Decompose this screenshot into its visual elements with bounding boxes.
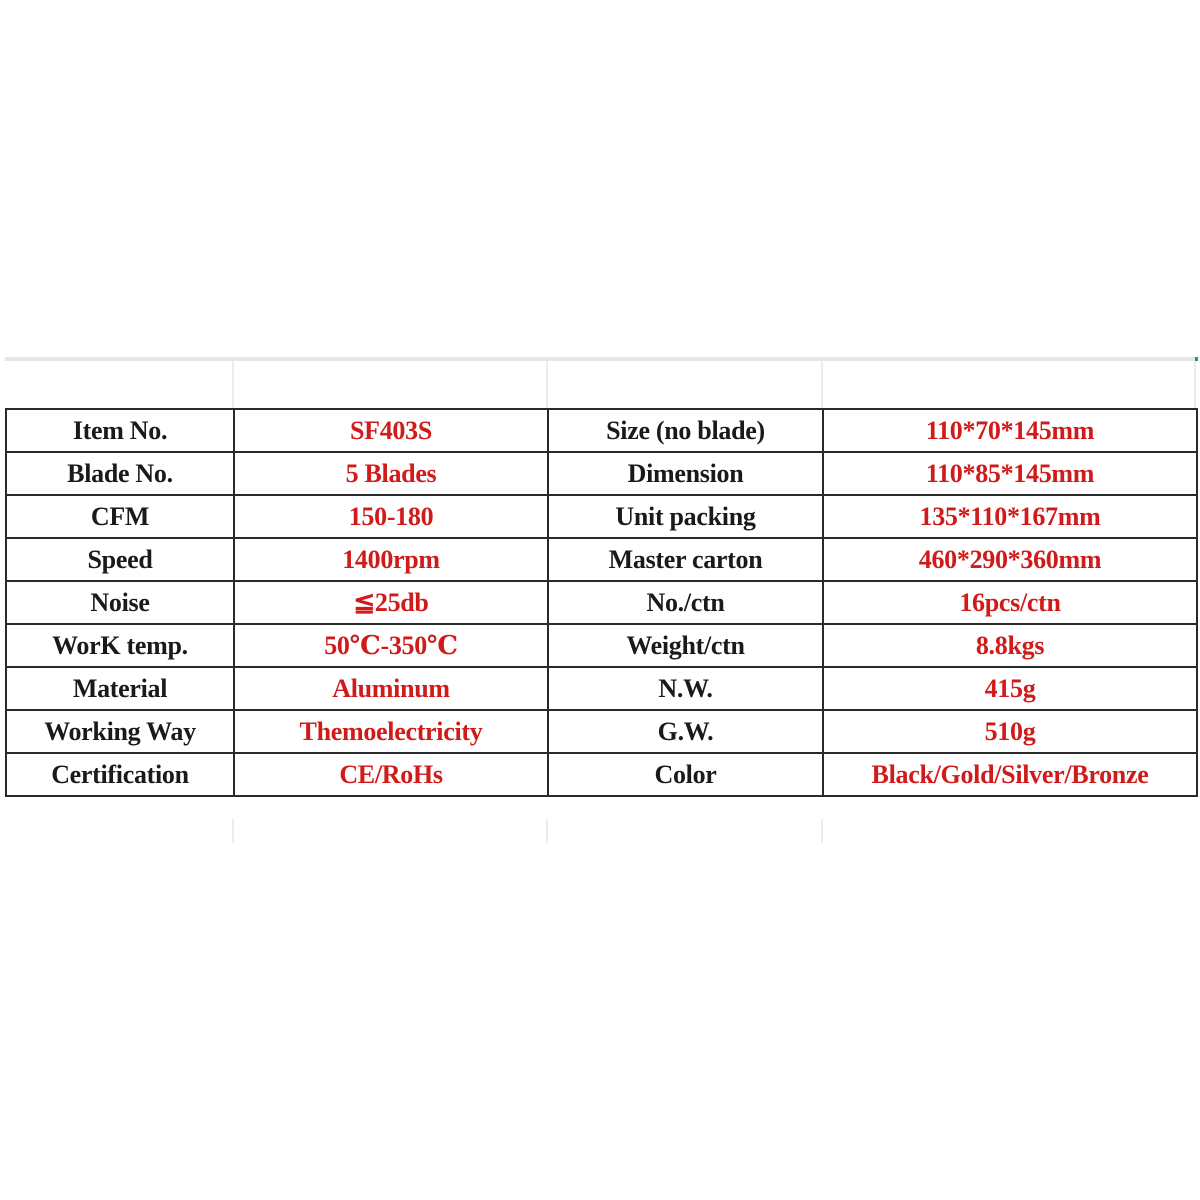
spec-value-cell: 5 Blades	[234, 452, 548, 495]
spec-label-cell: No./ctn	[548, 581, 823, 624]
spec-row	[6, 753, 1197, 796]
spec-row	[6, 452, 1197, 495]
sheet-trailing-gridlines	[5, 819, 1195, 843]
column-gridline	[232, 819, 234, 843]
spec-value-cell: Black/Gold/Silver/Bronze	[823, 753, 1197, 796]
column-gridline	[232, 361, 234, 408]
spec-label-cell: Weight/ctn	[548, 624, 823, 667]
column-gridline	[821, 361, 823, 408]
spec-value-cell: 1400rpm	[234, 538, 548, 581]
spec-value-cell: 150-180	[234, 495, 548, 538]
spec-value-cell: CE/RoHs	[234, 753, 548, 796]
spec-value-cell: 110*70*145mm	[823, 409, 1197, 452]
spec-value-cell: 135*110*167mm	[823, 495, 1197, 538]
spec-label-cell: Noise	[6, 581, 234, 624]
spec-label-cell: G.W.	[548, 710, 823, 753]
spec-row	[6, 667, 1197, 710]
spec-label-cell: CFM	[6, 495, 234, 538]
spec-table	[5, 408, 1198, 797]
spec-label-cell: Dimension	[548, 452, 823, 495]
spec-value-cell: ≦25db	[234, 581, 548, 624]
column-gridline	[546, 819, 548, 843]
spec-row	[6, 538, 1197, 581]
spec-value-cell: 8.8kgs	[823, 624, 1197, 667]
spec-value-cell: Themoelectricity	[234, 710, 548, 753]
spec-value-cell: 50℃-350℃	[234, 624, 548, 667]
spec-value-cell: 110*85*145mm	[823, 452, 1197, 495]
spec-label-cell: Size (no blade)	[548, 409, 823, 452]
spec-value-cell: 16pcs/ctn	[823, 581, 1197, 624]
spec-value-cell: 510g	[823, 710, 1197, 753]
spec-row	[6, 624, 1197, 667]
spec-row	[6, 581, 1197, 624]
spec-label-cell: Master carton	[548, 538, 823, 581]
spec-label-cell: Material	[6, 667, 234, 710]
empty-sheet-row	[5, 361, 1195, 408]
spec-label-cell: Item No.	[6, 409, 234, 452]
spec-value-cell: Aluminum	[234, 667, 548, 710]
column-gridline	[546, 361, 548, 408]
spec-value-cell: 415g	[823, 667, 1197, 710]
spec-row	[6, 409, 1197, 452]
spec-label-cell: Certification	[6, 753, 234, 796]
column-gridline	[821, 819, 823, 843]
spec-label-cell: Color	[548, 753, 823, 796]
spec-value-cell: SF403S	[234, 409, 548, 452]
spec-label-cell: WorK temp.	[6, 624, 234, 667]
spec-label-cell: Blade No.	[6, 452, 234, 495]
spec-value-cell: 460*290*360mm	[823, 538, 1197, 581]
spec-label-cell: N.W.	[548, 667, 823, 710]
spec-label-cell: Unit packing	[548, 495, 823, 538]
column-gridline	[1194, 361, 1196, 408]
spec-label-cell: Speed	[6, 538, 234, 581]
spec-row	[6, 495, 1197, 538]
spec-row	[6, 710, 1197, 753]
spec-label-cell: Working Way	[6, 710, 234, 753]
